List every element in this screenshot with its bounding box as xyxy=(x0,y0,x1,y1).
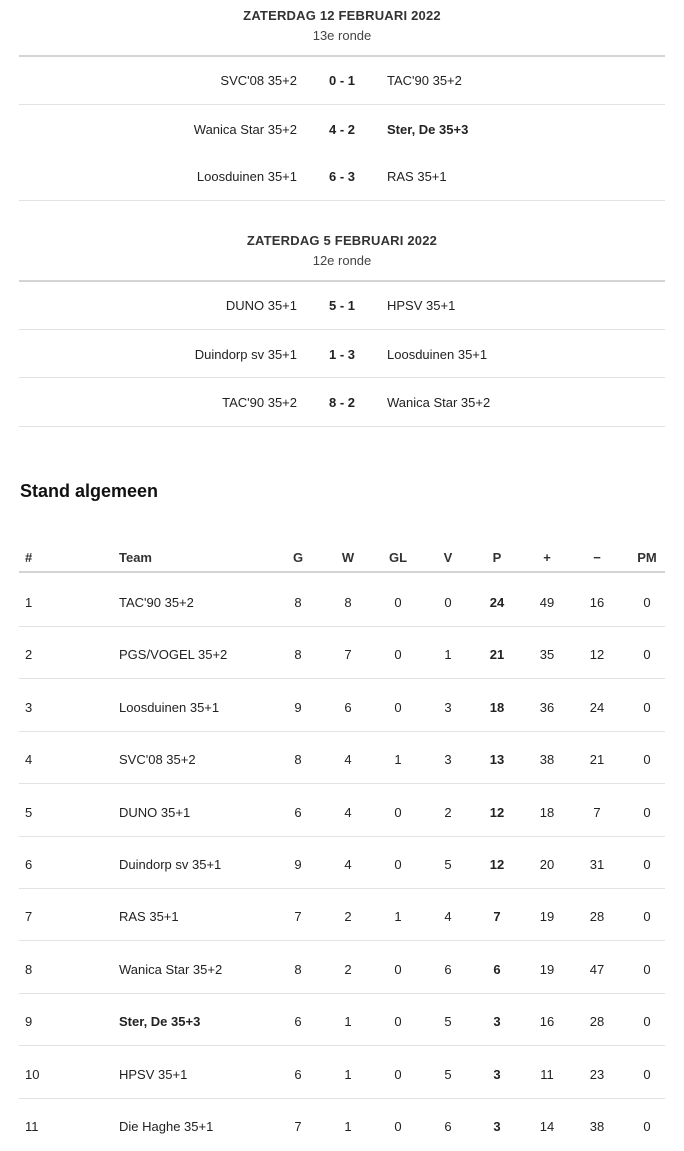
cell-won: 8 xyxy=(344,595,352,610)
row-divider xyxy=(19,626,665,627)
cell-team[interactable]: Ster, De 35+3 xyxy=(119,1014,201,1030)
cell-won: 6 xyxy=(344,699,352,715)
cell-goals-for: 20 xyxy=(539,857,555,872)
cell-penalty-points: 0 xyxy=(643,961,651,977)
cell-penalty-points: 0 xyxy=(643,752,651,768)
row-divider xyxy=(19,731,665,732)
cell-points: 18 xyxy=(489,699,505,715)
cell-team[interactable]: DUNO 35+1 xyxy=(119,804,191,820)
cell-drawn: 0 xyxy=(394,857,402,872)
cell-won: 1 xyxy=(344,1066,352,1082)
home-team[interactable]: Loosduinen 35+1 xyxy=(196,169,297,184)
cell-lost: 1 xyxy=(444,647,452,663)
cell-goals-against: 28 xyxy=(589,1014,605,1030)
row-divider xyxy=(19,940,665,941)
row-divider xyxy=(19,1045,665,1046)
cell-lost: 4 xyxy=(444,909,452,925)
cell-drawn: 0 xyxy=(394,1119,402,1134)
cell-points: 21 xyxy=(489,647,505,663)
home-team[interactable]: TAC'90 35+2 xyxy=(222,395,297,410)
round-number: 13e ronde xyxy=(312,28,372,43)
col-header-points[interactable]: P xyxy=(492,550,502,565)
cell-team[interactable]: Duindorp sv 35+1 xyxy=(119,857,222,872)
cell-played: 6 xyxy=(294,1014,302,1030)
cell-drawn: 0 xyxy=(394,595,402,610)
cell-played: 9 xyxy=(294,699,302,715)
cell-team[interactable]: SVC'08 35+2 xyxy=(119,752,196,768)
cell-points: 3 xyxy=(493,1014,501,1030)
cell-goals-against: 38 xyxy=(589,1119,605,1134)
cell-points: 7 xyxy=(493,909,501,925)
cell-played: 6 xyxy=(294,804,302,820)
match-row[interactable] xyxy=(19,347,665,367)
cell-lost: 5 xyxy=(444,857,452,872)
cell-team[interactable]: HPSV 35+1 xyxy=(119,1066,188,1082)
col-header-goals-for[interactable]: + xyxy=(543,550,551,565)
match-row[interactable] xyxy=(19,395,665,415)
divider xyxy=(19,104,665,105)
col-header-penalty-points[interactable]: PM xyxy=(637,550,657,565)
round-header xyxy=(19,233,665,268)
col-header-won[interactable]: W xyxy=(341,550,355,565)
away-team[interactable]: Wanica Star 35+2 xyxy=(387,395,491,410)
cell-won: 2 xyxy=(344,961,352,977)
cell-goals-for: 36 xyxy=(539,699,555,715)
cell-played: 6 xyxy=(294,1066,302,1082)
row-divider xyxy=(19,836,665,837)
round-date: ZATERDAG 12 FEBRUARI 2022 xyxy=(243,8,441,23)
divider xyxy=(19,55,665,57)
divider xyxy=(19,280,665,282)
cell-rank: 3 xyxy=(25,699,33,715)
cell-points: 12 xyxy=(489,804,505,820)
row-divider xyxy=(19,1098,665,1099)
cell-goals-for: 38 xyxy=(539,752,555,768)
cell-rank: 2 xyxy=(25,647,33,663)
row-divider xyxy=(19,888,665,889)
cell-played: 8 xyxy=(294,752,302,768)
cell-goals-for: 49 xyxy=(539,595,555,610)
cell-goals-against: 28 xyxy=(589,909,605,925)
cell-points: 3 xyxy=(493,1119,501,1134)
away-team[interactable]: TAC'90 35+2 xyxy=(387,73,462,88)
cell-penalty-points: 0 xyxy=(643,647,651,663)
cell-drawn: 1 xyxy=(394,752,402,768)
cell-rank: 1 xyxy=(25,595,33,610)
divider xyxy=(19,377,665,378)
cell-won: 4 xyxy=(344,857,352,872)
cell-penalty-points: 0 xyxy=(643,1014,651,1030)
cell-played: 9 xyxy=(294,857,302,872)
cell-team[interactable]: TAC'90 35+2 xyxy=(119,595,194,610)
cell-penalty-points: 0 xyxy=(643,857,651,872)
away-team[interactable]: RAS 35+1 xyxy=(387,169,447,184)
cell-penalty-points: 0 xyxy=(643,699,651,715)
cell-goals-for: 19 xyxy=(539,909,555,925)
cell-goals-against: 23 xyxy=(589,1066,605,1082)
cell-rank: 5 xyxy=(25,804,33,820)
cell-rank: 10 xyxy=(25,1066,40,1082)
home-team[interactable]: Wanica Star 35+2 xyxy=(193,122,297,137)
round-date: ZATERDAG 5 FEBRUARI 2022 xyxy=(246,233,438,248)
home-team[interactable]: Duindorp sv 35+1 xyxy=(194,347,297,362)
cell-goals-for: 11 xyxy=(540,1066,554,1082)
match-row[interactable] xyxy=(19,122,665,142)
col-header-rank[interactable]: # xyxy=(25,550,33,565)
cell-points: 3 xyxy=(493,1066,501,1082)
cell-penalty-points: 0 xyxy=(643,595,651,610)
cell-lost: 0 xyxy=(444,595,452,610)
away-team[interactable]: HPSV 35+1 xyxy=(387,298,456,313)
round-header xyxy=(19,8,665,43)
match-score: 1 - 3 xyxy=(328,347,355,362)
cell-goals-against: 24 xyxy=(589,699,605,715)
round-number: 12e ronde xyxy=(312,253,372,268)
cell-drawn: 0 xyxy=(394,647,402,663)
cell-won: 4 xyxy=(344,804,352,820)
cell-penalty-points: 0 xyxy=(643,1119,651,1134)
cell-points: 6 xyxy=(493,961,501,977)
cell-drawn: 0 xyxy=(394,804,402,820)
col-header-lost[interactable]: V xyxy=(443,550,453,565)
home-team[interactable]: SVC'08 35+2 xyxy=(220,73,297,88)
cell-rank: 6 xyxy=(25,857,33,872)
cell-drawn: 1 xyxy=(394,909,402,925)
divider xyxy=(19,200,665,201)
cell-lost: 6 xyxy=(444,1119,452,1134)
cell-won: 7 xyxy=(344,647,352,663)
match-row[interactable] xyxy=(19,169,665,189)
cell-team[interactable]: Wanica Star 35+2 xyxy=(119,961,223,977)
cell-drawn: 0 xyxy=(394,699,402,715)
cell-penalty-points: 0 xyxy=(643,909,651,925)
cell-team[interactable]: Die Haghe 35+1 xyxy=(119,1119,214,1134)
cell-rank: 9 xyxy=(25,1014,33,1030)
cell-lost: 3 xyxy=(444,752,452,768)
cell-goals-against: 7 xyxy=(593,804,601,820)
cell-lost: 5 xyxy=(444,1014,452,1030)
cell-points: 13 xyxy=(489,752,505,768)
cell-rank: 8 xyxy=(25,961,33,977)
divider xyxy=(19,426,665,427)
match-score: 0 - 1 xyxy=(328,73,355,88)
match-score: 8 - 2 xyxy=(328,395,355,410)
col-header-goals-against[interactable]: − xyxy=(593,550,601,565)
cell-lost: 2 xyxy=(444,804,452,820)
table-header-divider xyxy=(19,571,665,573)
row-divider xyxy=(19,678,665,679)
cell-goals-for: 19 xyxy=(539,961,555,977)
cell-played: 8 xyxy=(294,961,302,977)
cell-lost: 6 xyxy=(444,961,452,977)
cell-played: 8 xyxy=(294,647,302,663)
cell-goals-against: 31 xyxy=(589,857,605,872)
cell-points: 24 xyxy=(489,595,505,610)
match-score: 6 - 3 xyxy=(328,169,355,184)
cell-rank: 4 xyxy=(25,752,33,768)
match-row[interactable] xyxy=(19,73,665,93)
cell-penalty-points: 0 xyxy=(643,804,651,820)
match-score: 5 - 1 xyxy=(328,298,355,313)
divider xyxy=(19,329,665,330)
cell-drawn: 0 xyxy=(394,961,402,977)
cell-goals-against: 16 xyxy=(589,595,605,610)
cell-won: 2 xyxy=(344,909,352,925)
cell-drawn: 0 xyxy=(394,1066,402,1082)
col-header-played[interactable]: G xyxy=(292,550,304,565)
cell-team[interactable]: Loosduinen 35+1 xyxy=(119,699,220,715)
cell-won: 1 xyxy=(344,1119,352,1134)
cell-goals-for: 16 xyxy=(539,1014,555,1030)
cell-goals-for: 14 xyxy=(539,1119,555,1134)
cell-played: 7 xyxy=(294,909,302,925)
cell-team[interactable]: PGS/VOGEL 35+2 xyxy=(119,647,228,663)
cell-lost: 3 xyxy=(444,699,452,715)
col-header-drawn[interactable]: GL xyxy=(388,550,408,565)
away-team[interactable]: Loosduinen 35+1 xyxy=(387,347,488,362)
cell-drawn: 0 xyxy=(394,1014,402,1030)
cell-played: 8 xyxy=(294,595,302,610)
home-team[interactable]: DUNO 35+1 xyxy=(225,298,297,313)
away-team[interactable]: Ster, De 35+3 xyxy=(387,122,469,137)
cell-goals-for: 18 xyxy=(539,804,555,820)
cell-team[interactable]: RAS 35+1 xyxy=(119,909,179,925)
col-header-team[interactable]: Team xyxy=(119,550,152,565)
standings-title: Stand algemeen xyxy=(20,481,159,501)
cell-won: 4 xyxy=(344,752,352,768)
row-divider xyxy=(19,783,665,784)
cell-goals-for: 35 xyxy=(539,647,555,663)
cell-rank: 11 xyxy=(25,1119,39,1134)
match-score: 4 - 2 xyxy=(328,122,355,137)
row-divider xyxy=(19,993,665,994)
cell-goals-against: 21 xyxy=(589,752,605,768)
cell-goals-against: 12 xyxy=(589,647,605,663)
match-row[interactable] xyxy=(19,298,665,318)
cell-lost: 5 xyxy=(444,1066,452,1082)
cell-goals-against: 47 xyxy=(589,961,605,977)
cell-rank: 7 xyxy=(25,909,33,925)
cell-played: 7 xyxy=(294,1119,302,1134)
cell-penalty-points: 0 xyxy=(643,1066,651,1082)
cell-won: 1 xyxy=(344,1014,352,1030)
cell-points: 12 xyxy=(489,857,505,872)
